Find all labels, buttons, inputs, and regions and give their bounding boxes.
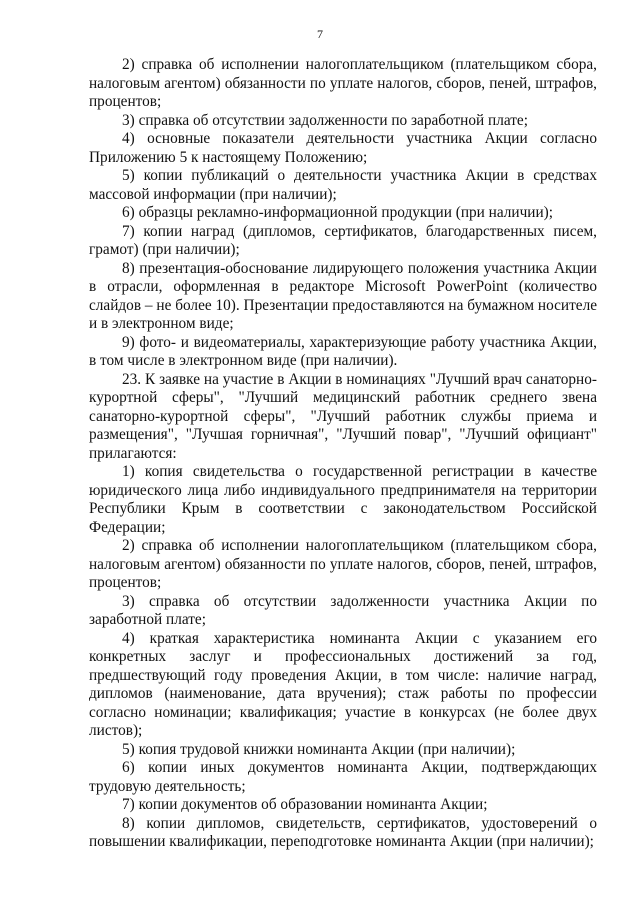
paragraph: 8) копии дипломов, свидетельств, сертификатов, удостоверений о повышении квалификации, переподготовке номинанта Акции (при наличии);	[89, 814, 597, 850]
paragraph: 6) образцы рекламно-информационной продукции (при наличии);	[122, 204, 554, 221]
page-number: 7	[317, 27, 323, 41]
paragraph: 6) копии иных документов номинанта Акции, подтверждающих трудовую деятельность;	[89, 759, 597, 795]
paragraph: 9) фото- и видеоматериалы, характеризующие работу участника Акции, в том числе в электронном виде (при наличии).	[89, 333, 597, 369]
paragraph: 4) краткая характеристика номинанта Акции с указанием его конкретных заслуг и профессиональных достижений за год, предшествующий году проведения Акции, в том числе: наличие наград, дипломов (наименование, дата вручения); стаж работы по профессии согласно номинации; квалификация; участие в конкурсах (не более двух листов);	[89, 629, 597, 739]
paragraph: 2) справка об исполнении налогоплательщиком (плательщиком сбора, налоговым агентом) обязанности по уплате налогов, сборов, пеней, штрафов, процентов;	[89, 56, 597, 110]
paragraph: 4) основные показатели деятельности участника Акции согласно Приложению 5 к настоящему Положению;	[89, 130, 597, 166]
paragraph: 5) копия трудовой книжки номинанта Акции (при наличии);	[122, 740, 516, 758]
paragraph: 3) справка об отсутствии задолженности по заработной плате;	[122, 111, 528, 129]
paragraph: 7) копии документов об образовании номинанта Акции;	[122, 796, 488, 813]
document-body	[89, 56, 597, 852]
paragraph: 2) справка об исполнении налогоплательщиком (плательщиком сбора, налоговым агентом) обязанности по уплате налогов, сборов, пеней, штрафов, процентов;	[89, 537, 597, 591]
paragraph: 23. К заявке на участие в Акции в номинациях "Лучший врач санаторно-курортной сферы", "Лучший медицинский работник среднего звена санаторно-курортной сферы", "Лучший работник службы приема и размещения", "Лучшая горничная", "Лучший повар", "Лучший официант" прилагаются:	[89, 370, 597, 462]
paragraph: 5) копии публикаций о деятельности участника Акции в средствах массовой информации (при наличии);	[89, 167, 597, 203]
paragraph: 3) справка об отсутствии задолженности участника Акции по заработной плате;	[89, 592, 597, 628]
paragraph: 8) презентация-обоснование лидирующего положения участника Акции в отрасли, оформленная в редакторе Microsoft PowerPoint (количество слайдов – не более 10). Презентации предоставляются на бумажном носителе и в электронном виде;	[89, 259, 597, 332]
paragraph: 7) копии наград (дипломов, сертификатов, благодарственных писем, грамот) (при наличии);	[89, 222, 597, 258]
paragraph: 1) копия свидетельства о государственной регистрации в качестве юридического лица либо индивидуального предпринимателя на территории Республики Крым в соответствии с законодательством Российской Федерации;	[89, 463, 597, 536]
